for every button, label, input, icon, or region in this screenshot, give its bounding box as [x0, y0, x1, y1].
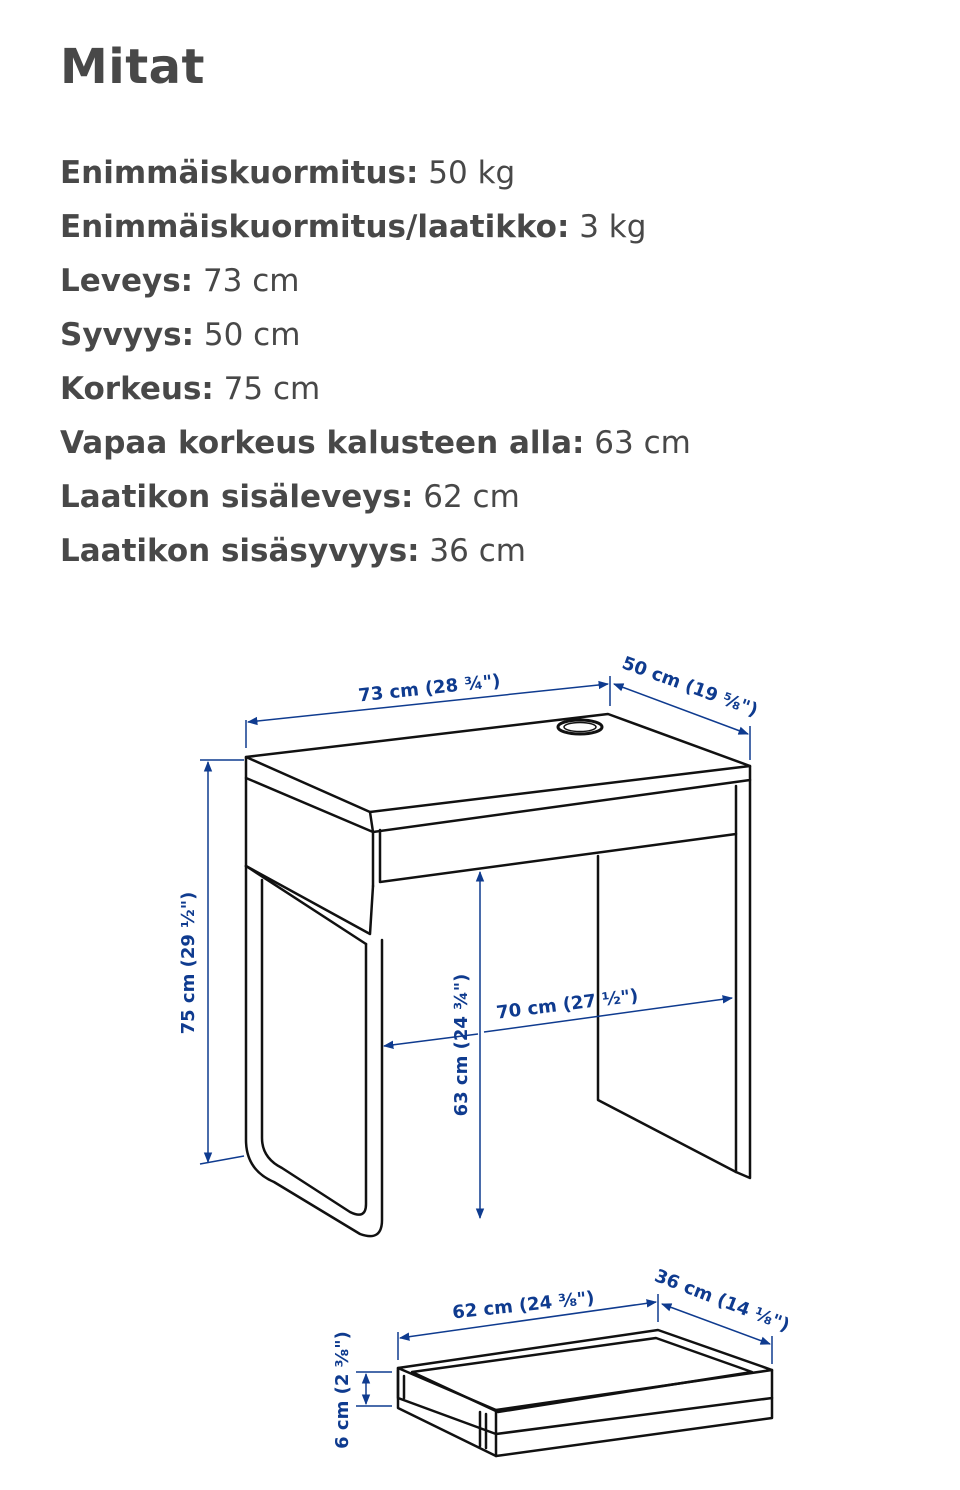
- spec-value: 75 cm: [223, 371, 321, 407]
- spec-label: Korkeus:: [60, 371, 214, 407]
- spec-value: 50 cm: [203, 317, 301, 353]
- spec-label: Enimmäiskuormitus:: [60, 155, 419, 191]
- spec-value: 63 cm: [594, 425, 691, 461]
- drawer-width-label: 62 cm (24 ⅜"): [451, 1287, 596, 1324]
- spec-label: Leveys:: [60, 263, 194, 299]
- page-title: Mitat: [60, 39, 205, 95]
- drawer-depth-label: 36 cm (14 ⅛"): [651, 1265, 793, 1337]
- drawer-height-label: 6 cm (2 ⅜"): [332, 1331, 353, 1449]
- desk-depth-label: 50 cm (19 ⅝"): [619, 652, 761, 722]
- spec-value: 3 kg: [579, 209, 647, 245]
- spec-label: Syvyys:: [60, 317, 195, 353]
- desk-drawing: [246, 714, 750, 1236]
- desk-height-label: 75 cm (29 ½"): [178, 891, 199, 1035]
- desk-clearance-label: 63 cm (24 ¾"): [451, 973, 472, 1117]
- spec-label: Laatikon sisäsyvyys:: [60, 533, 420, 569]
- spec-value: 50 kg: [428, 155, 516, 191]
- spec-value: 62 cm: [423, 479, 520, 515]
- spec-label: Enimmäiskuormitus/laatikko:: [60, 209, 570, 245]
- spec-label: Laatikon sisäleveys:: [60, 479, 414, 515]
- spec-value: 73 cm: [202, 263, 300, 299]
- desk-width-label: 73 cm (28 ¾"): [357, 670, 502, 707]
- spec-label: Vapaa korkeus kalusteen alla:: [60, 425, 585, 461]
- drawer-drawing: [398, 1330, 772, 1456]
- spec-value: 36 cm: [429, 533, 526, 569]
- desk-inner-width-label: 70 cm (27 ½"): [495, 985, 640, 1024]
